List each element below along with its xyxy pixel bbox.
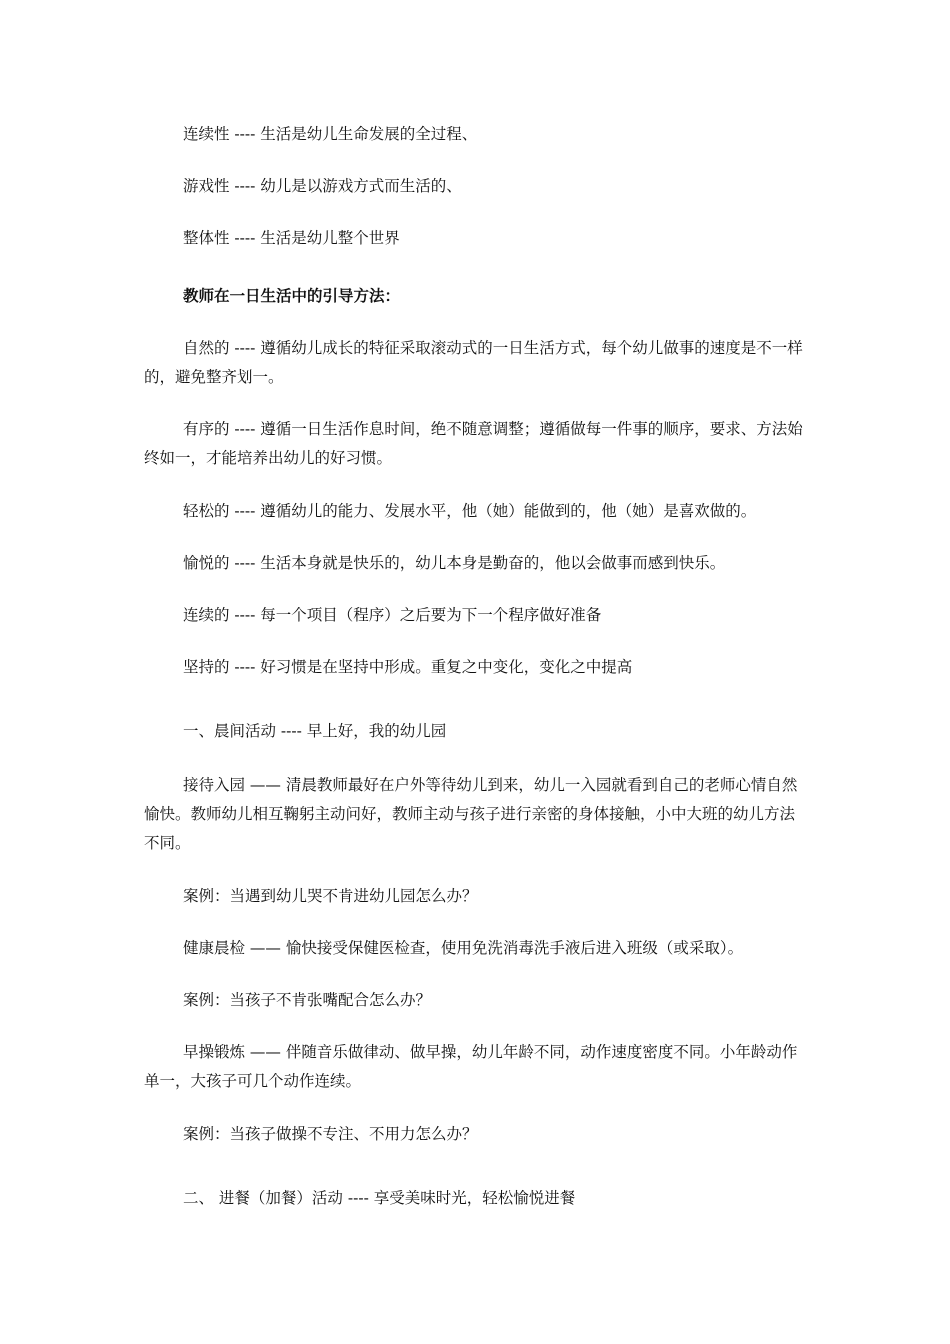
paragraph-joyful: 愉悦的 ---- 生活本身就是快乐的，幼儿本身是勤奋的，他以会做事而感到快乐。 xyxy=(183,554,726,572)
paragraph-wholeness: 整体性 ---- 生活是幼儿整个世界 xyxy=(183,229,400,247)
paragraph-natural: 自然的 ---- 遵循幼儿成长的特征采取滚动式的一日生活方式，每个幼儿做事的速度是不一样的，避免整齐划一。 xyxy=(144,339,803,386)
paragraph-continuity: 连续性 ---- 生活是幼儿生命发展的全过程、 xyxy=(183,125,478,143)
paragraph-case-exercise: 案例：当孩子做操不专注、不用力怎么办？ xyxy=(183,1125,478,1143)
paragraph-playfulness: 游戏性 ---- 幼儿是以游戏方式而生活的、 xyxy=(183,177,462,195)
paragraph-orderly: 有序的 ---- 遵循一日生活作息时间，绝不随意调整；遵循做每一件事的顺序，要求、方法始终如一，才能培养出幼儿的好习惯。 xyxy=(144,420,803,467)
paragraph-morning-exercise: 早操锻炼 —— 伴随音乐做律动、做早操，幼儿年龄不同，动作速度密度不同。小年龄动作单一，大孩子可几个动作连续。 xyxy=(144,1043,798,1090)
paragraph-relaxed: 轻松的 ---- 遵循幼儿的能力、发展水平，他（她）能做到的，他（她）是喜欢做的。 xyxy=(183,502,757,520)
paragraph-persistent: 坚持的 ---- 好习惯是在坚持中形成。重复之中变化，变化之中提高 xyxy=(183,658,633,676)
section-heading-guidance-methods: 教师在一日生活中的引导方法： xyxy=(183,287,401,305)
paragraph-continuous: 连续的 ---- 每一个项目（程序）之后要为下一个程序做好准备 xyxy=(183,606,602,624)
section-heading-meal-activity: 二、 进餐（加餐）活动 ---- 享受美味时光，轻松愉悦进餐 xyxy=(183,1189,576,1207)
paragraph-reception: 接待入园 —— 清晨教师最好在户外等待幼儿到来，幼儿一入园就看到自己的老师心情自然愉快。教师幼儿相互鞠躬主动问好，教师主动与孩子进行亲密的身体接触，小中大班的幼儿方法不同。 xyxy=(144,776,798,852)
paragraph-health-check: 健康晨检 —— 愉快接受保健医检查，使用免洗消毒洗手液后进入班级（或采取）。 xyxy=(183,939,744,957)
section-heading-morning-activity: 一、晨间活动 ---- 早上好，我的幼儿园 xyxy=(183,722,447,740)
paragraph-case-crying: 案例：当遇到幼儿哭不肯进幼儿园怎么办？ xyxy=(183,887,478,905)
paragraph-case-mouth: 案例：当孩子不肯张嘴配合怎么办？ xyxy=(183,991,432,1009)
